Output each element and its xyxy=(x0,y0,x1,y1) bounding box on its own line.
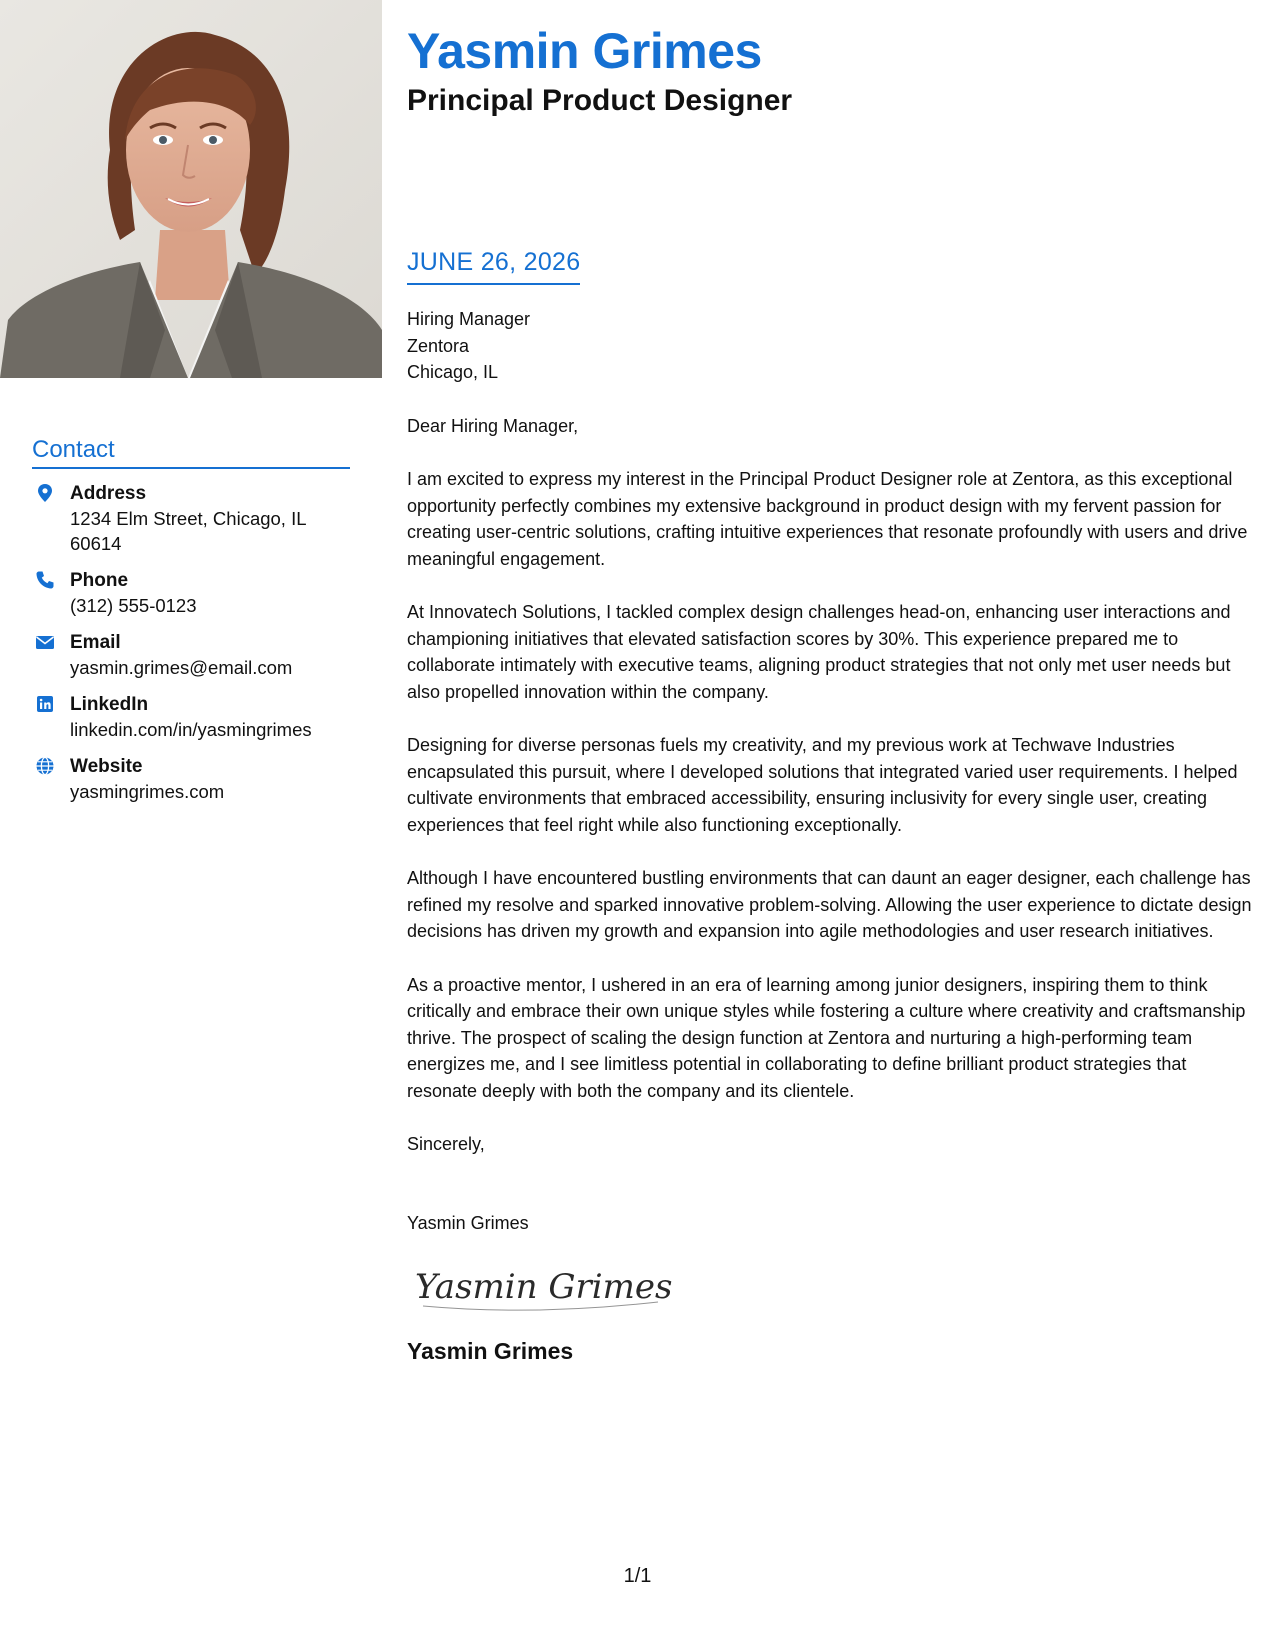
recipient-line: Hiring Manager xyxy=(407,309,531,329)
contact-value: (312) 555-0123 xyxy=(70,595,197,616)
handwritten-signature xyxy=(413,1258,1252,1318)
salutation: Dear Hiring Manager, xyxy=(407,415,579,436)
profile-photo xyxy=(0,0,382,378)
recipient-line: Chicago, IL xyxy=(407,362,499,382)
contact-label: Phone xyxy=(70,570,129,591)
contact-section xyxy=(32,436,350,816)
letter-paragraph: As a proactive mentor, I ushered in an era of learning among junior designers, inspiring them to think critically and embrace their own unique styles while fostering a culture where creativity and craftsmanship thrive. The prospect of scaling the design function at Zentora and nurturing a high-performing team energizes me, and I see limitless potential in collaborating to define brilliant product strategies that resonate deeply with both the company and its clientele. xyxy=(407,974,1246,1101)
contact-email xyxy=(32,630,350,680)
linkedin-icon xyxy=(35,694,55,714)
contact-label: Website xyxy=(70,756,143,777)
globe-icon xyxy=(35,756,55,776)
phone-icon xyxy=(35,570,55,590)
closing: Sincerely, xyxy=(407,1134,485,1154)
job-title: Principal Product Designer xyxy=(407,84,793,117)
signoff-name: Yasmin Grimes xyxy=(407,1212,529,1233)
email-icon xyxy=(35,632,55,652)
contact-value: yasmingrimes.com xyxy=(70,781,225,802)
applicant-name: Yasmin Grimes xyxy=(407,23,762,79)
letter-paragraph: I am excited to express my interest in the Principal Product Designer role at Zentora, as this exceptional opportunity perfectly combines my extensive background in product design with my fervent passion for creating user-centric solutions, crafting intuitive experiences that resonate profoundly with users and drive meaningful engagement. xyxy=(407,469,1248,569)
contact-label: LinkedIn xyxy=(70,694,149,715)
letter-paragraph: Although I have encountered bustling environments that can daunt an eager designer, each challenge has refined my resolve and sparked innovative problem-solving. Allowing the user experience to dictate design decisions has driven my growth and expansion into agile methodologies and user research initiatives. xyxy=(407,868,1252,941)
contact-website xyxy=(32,754,350,804)
recipient-line: Zentora xyxy=(407,335,470,356)
contact-linkedin xyxy=(32,692,350,742)
contact-phone xyxy=(32,568,350,618)
map-pin-icon xyxy=(35,483,55,503)
page-number: 1/1 xyxy=(623,1565,652,1587)
contact-heading: Contact xyxy=(32,436,350,469)
contact-label: Address xyxy=(70,483,147,504)
contact-value: 1234 Elm Street, Chicago, IL 60614 xyxy=(70,508,306,554)
contact-address xyxy=(32,481,350,556)
letter-paragraph: At Innovatech Solutions, I tackled complex design challenges head-on, enhancing user interactions and championing initiatives that elevated satisfaction scores by 30%. This experience prepared me to collaborate intimately with executive teams, aligning product strategies that not only met user needs but also propelled innovation within the company. xyxy=(407,602,1231,702)
contact-value: yasmin.grimes@email.com xyxy=(70,657,293,678)
full-name: Yasmin Grimes xyxy=(407,1338,574,1364)
letter-date: JUNE 26, 2026 xyxy=(407,248,580,285)
contact-value: linkedin.com/in/yasmingrimes xyxy=(70,719,312,740)
letter-paragraph: Designing for diverse personas fuels my creativity, and my previous work at Techwave Industries encapsulated this pursuit, where I developed solutions that integrated varied user requirements. I helped cultivate environments that embraced accessibility, ensuring inclusivity for every single user, creating experiences that feel right while also functioning exceptionally. xyxy=(407,735,1238,835)
letter-body xyxy=(407,306,1252,1365)
contact-label: Email xyxy=(70,632,121,653)
svg-text:Yasmin Grimes: Yasmin Grimes xyxy=(415,1267,673,1307)
recipient-block xyxy=(407,306,1252,386)
